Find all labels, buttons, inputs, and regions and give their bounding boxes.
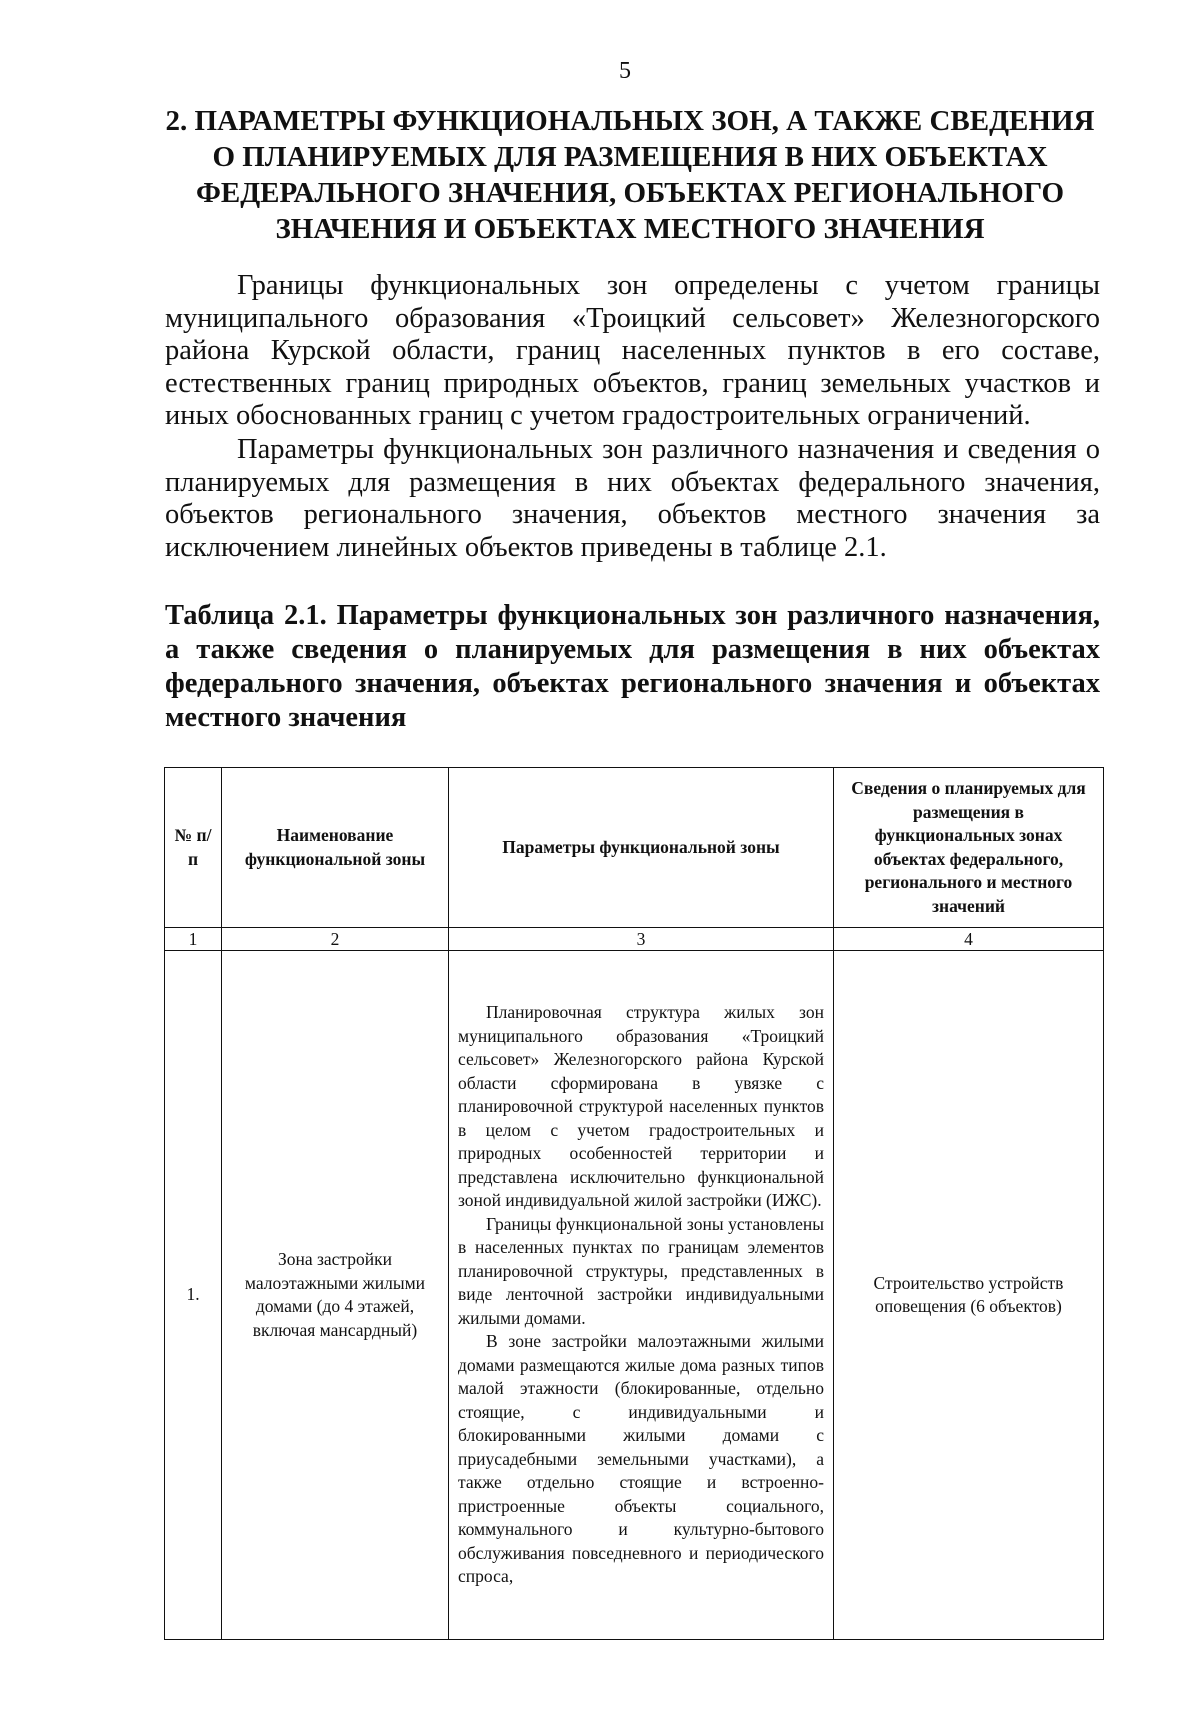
column-number: 1 xyxy=(165,928,222,951)
paragraph-parameters: Параметры функциональных зон различного назначения и сведения о планируемых для размещения в них объектах федерального значения, объектов регионального значения, объектов местного значения за исключением линейных объектов приведены в таблице 2.1. xyxy=(165,434,1100,563)
zone-parameters-paragraph: В зоне застройки малоэтажными жилыми домами размещаются жилые дома разных типов малой этажности (блокированные, отдельно стоящие, с индивидуальными и блокированными жилыми домами с приусадебными земельными участками), а также отдельно стоящие и встроенно-пристроенные объекты социального, коммунального и культурно-бытового обслуживания повседневного и периодического спроса, xyxy=(458,1331,824,1587)
header-planned-objects: Сведения о планируемых для размещения в функциональных зонах объектах федерального, регионального и местного значений xyxy=(834,768,1104,928)
column-number: 3 xyxy=(449,928,834,951)
section-title: 2. ПАРАМЕТРЫ ФУНКЦИОНАЛЬНЫХ ЗОН, А ТАКЖЕ СВЕДЕНИЯ О ПЛАНИРУЕМЫХ ДЛЯ РАЗМЕЩЕНИЯ В НИХ ОБЪЕКТАХ ФЕДЕРАЛЬНОГО ЗНАЧЕНИЯ, ОБЪЕКТАХ РЕГИОНАЛЬНОГО ЗНАЧЕНИЯ И ОБЪЕКТАХ МЕСТНОГО ЗНАЧЕНИЯ xyxy=(165,105,1095,245)
column-number: 2 xyxy=(222,928,449,951)
header-number: № п/п xyxy=(165,768,222,928)
zone-name: Зона застройки малоэтажными жилыми домами (до 4 этажей, включая мансардный) xyxy=(222,951,449,1640)
planned-objects: Строительство устройств оповещения (6 объектов) xyxy=(834,951,1104,1640)
table-caption: Таблица 2.1. Параметры функциональных зон различного назначения, а также сведения о планируемых для размещения в них объектах федерального значения, объектах регионального значения и объектах местного значения xyxy=(165,600,1100,733)
table-row xyxy=(165,951,1104,1640)
zone-parameters-paragraph: Планировочная структура жилых зон муниципального образования «Троицкий сельсовет» Железногорского района Курской области сформирована в увязке с планировочной структурой населенных пунктов в целом с учетом градостроительных и природных особенностей территории и представлена исключительно функциональной зоной индивидуальной жилой застройки (ИЖС). xyxy=(458,1002,824,1211)
header-zone-name: Наименование функциональной зоны xyxy=(222,768,449,928)
row-number: 1. xyxy=(165,951,222,1640)
paragraph-borders: Границы функциональных зон определены с учетом границы муниципального образования «Троицкий сельсовет» Железногорского района Курской области, границ населенных пунктов в его составе, естественных границ природных объектов, границ земельных участков и иных обоснованных границ с учетом градостроительных ограничений. xyxy=(165,270,1100,431)
column-number-row xyxy=(165,928,1104,951)
column-number: 4 xyxy=(834,928,1104,951)
zone-parameters xyxy=(449,951,834,1640)
table-header-row xyxy=(165,768,1104,928)
page-number: 5 xyxy=(619,58,631,84)
parameters-table xyxy=(164,767,1104,1640)
zone-parameters-paragraph: Границы функциональной зоны установлены в населенных пунктах по границам элементов планировочной структуры, представленных в виде ленточной застройки индивидуальными жилыми домами. xyxy=(458,1213,824,1328)
header-zone-parameters: Параметры функциональной зоны xyxy=(449,768,834,928)
